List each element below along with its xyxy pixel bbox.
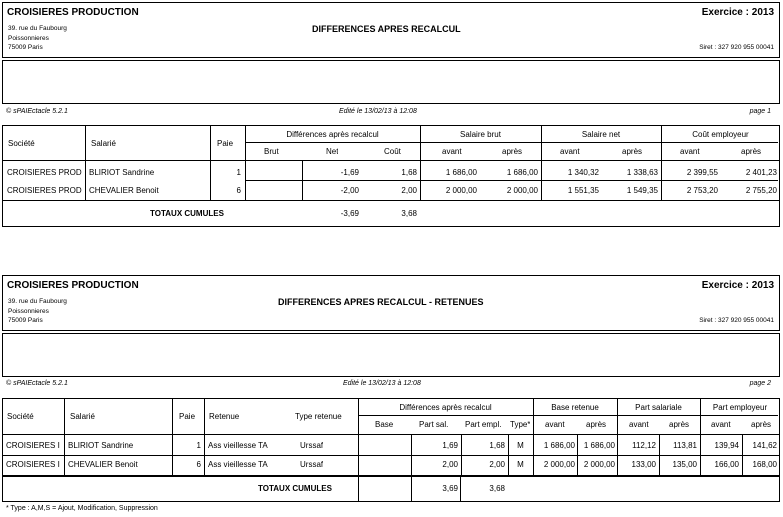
col-salaire-net: Salaire net <box>581 130 621 139</box>
cell-part-sal: 2,00 <box>442 460 458 469</box>
col-base: Base <box>375 420 394 429</box>
col-sn-avant: avant <box>560 147 580 156</box>
cell-societe: CROISIERES PROD <box>7 168 82 177</box>
cell-salarie: BLIRIOT Sandrine <box>68 441 134 450</box>
cell-br-apres: 1 686,00 <box>583 441 615 450</box>
col-salarie: Salarié <box>70 412 95 421</box>
cell-ps-apres: 135,00 <box>672 460 697 469</box>
col-ps-apres: après <box>669 420 690 429</box>
col-part-employeur: Part employeur <box>712 403 768 412</box>
siret: Siret : 327 920 955 00041 <box>699 44 774 51</box>
col-paie: Paie <box>179 412 196 421</box>
cell-paie: 6 <box>236 186 241 195</box>
cell-ce-avant: 2 753,20 <box>686 186 718 195</box>
cell-br-apres: 2 000,00 <box>583 460 615 469</box>
address-line-1: 39. rue du Faubourg <box>8 25 67 32</box>
cell-retenue: Ass vieillesse TA <box>208 460 268 469</box>
totals-part-sal: 3,69 <box>442 484 458 493</box>
cell-cout: 1,68 <box>401 168 417 177</box>
col-part-salariale: Part salariale <box>635 403 682 412</box>
address-line-2: Poissonnieres <box>8 35 49 42</box>
cell-societe: CROISIERES I <box>6 460 60 469</box>
cell-pe-avant: 166,00 <box>714 460 739 469</box>
col-salaire-brut: Salaire brut <box>460 130 501 139</box>
col-pe-avant: avant <box>711 420 731 429</box>
software-version: © sPAIEctacle 5.2.1 <box>6 380 68 387</box>
cell-sn-avant: 1 340,32 <box>567 168 599 177</box>
cell-sb-apres: 2 000,00 <box>506 186 538 195</box>
cell-paie: 1 <box>236 168 241 177</box>
cell-type: M <box>517 441 524 450</box>
page-number: page 1 <box>749 108 771 115</box>
col-sb-apres: après <box>502 147 523 156</box>
cell-part-empl: 2,00 <box>489 460 505 469</box>
col-diff: Différences après recalcul <box>286 130 379 139</box>
cell-type: M <box>517 460 524 469</box>
cell-sb-apres: 1 686,00 <box>506 168 538 177</box>
cell-salarie: CHEVALIER Benoit <box>68 460 138 469</box>
col-ce-avant: avant <box>680 147 700 156</box>
cell-sn-apres: 1 549,35 <box>626 186 658 195</box>
col-type: Type* <box>510 420 531 429</box>
col-societe: Société <box>7 412 34 421</box>
edit-date: Edité le 13/02/13 à 12:08 <box>343 380 421 387</box>
col-brut: Brut <box>264 147 279 156</box>
col-net: Net <box>326 147 339 156</box>
col-retenue: Retenue <box>209 412 240 421</box>
col-ps-avant: avant <box>629 420 649 429</box>
cell-ps-apres: 113,81 <box>673 441 697 450</box>
exercice: Exercice : 2013 <box>701 280 774 291</box>
cell-salarie: BLIRIOT Sandrine <box>89 168 155 177</box>
col-societe: Société <box>8 139 35 148</box>
cell-ce-apres: 2 755,20 <box>745 186 777 195</box>
col-part-sal: Part sal. <box>419 420 449 429</box>
software-version: © sPAIEctacle 5.2.1 <box>6 108 68 115</box>
cell-sn-apres: 1 338,63 <box>626 168 658 177</box>
address-line-2: Poissonnieres <box>8 308 49 315</box>
address-line-1: 39. rue du Faubourg <box>8 298 67 305</box>
col-cout-employeur: Coût employeur <box>692 130 749 139</box>
cell-pe-apres: 141,62 <box>752 441 777 450</box>
col-ce-apres: après <box>741 147 762 156</box>
cell-pe-apres: 168,00 <box>752 460 777 469</box>
cell-ce-apres: 2 401,23 <box>745 168 777 177</box>
cell-type-retenue: Urssaf <box>300 460 324 469</box>
col-paie: Paie <box>217 139 234 148</box>
totals-net: -3,69 <box>340 209 359 218</box>
cell-ps-avant: 112,12 <box>632 441 656 450</box>
totals-label: TOTAUX CUMULES <box>258 484 332 493</box>
cell-type-retenue: Urssaf <box>300 441 324 450</box>
report-title: DIFFERENCES APRES RECALCUL <box>312 24 461 34</box>
blank-panel <box>2 333 780 377</box>
totals-part-empl: 3,68 <box>489 484 505 493</box>
address-line-3: 75009 Paris <box>8 317 43 324</box>
cell-ps-avant: 133,00 <box>631 460 656 469</box>
col-br-avant: avant <box>545 420 565 429</box>
cell-br-avant: 2 000,00 <box>543 460 575 469</box>
col-diff: Différences après recalcul <box>399 403 492 412</box>
footnote: * Type : A,M,S = Ajout, Modification, Suppression <box>6 505 158 512</box>
cell-sb-avant: 2 000,00 <box>445 186 477 195</box>
cell-sn-avant: 1 551,35 <box>567 186 599 195</box>
blank-panel <box>2 60 780 104</box>
col-sn-apres: après <box>622 147 643 156</box>
totals-label: TOTAUX CUMULES <box>150 209 224 218</box>
col-br-apres: après <box>586 420 607 429</box>
col-base-retenue: Base retenue <box>551 403 599 412</box>
cell-part-sal: 1,69 <box>442 441 458 450</box>
totals-cout: 3,68 <box>401 209 417 218</box>
company-name: CROISIERES PRODUCTION <box>7 280 139 291</box>
cell-retenue: Ass vieillesse TA <box>208 441 268 450</box>
col-type-retenue: Type retenue <box>295 412 342 421</box>
cell-pe-avant: 139,94 <box>714 441 739 450</box>
cell-net: -1,69 <box>340 168 359 177</box>
col-salarie: Salarié <box>91 139 116 148</box>
cell-paie: 1 <box>196 441 201 450</box>
cell-part-empl: 1,68 <box>489 441 505 450</box>
cell-cout: 2,00 <box>401 186 417 195</box>
cell-societe: CROISIERES I <box>6 441 60 450</box>
col-part-empl: Part empl. <box>465 420 502 429</box>
company-name: CROISIERES PRODUCTION <box>7 7 139 18</box>
cell-ce-avant: 2 399,55 <box>686 168 718 177</box>
report-title: DIFFERENCES APRES RECALCUL - RETENUES <box>278 297 484 307</box>
cell-salarie: CHEVALIER Benoit <box>89 186 159 195</box>
edit-date: Edité le 13/02/13 à 12:08 <box>339 108 417 115</box>
cell-net: -2,00 <box>340 186 359 195</box>
cell-societe: CROISIERES PROD <box>7 186 82 195</box>
cell-sb-avant: 1 686,00 <box>445 168 477 177</box>
exercice: Exercice : 2013 <box>701 7 774 18</box>
col-pe-apres: après <box>751 420 772 429</box>
cell-br-avant: 1 686,00 <box>543 441 575 450</box>
page-number: page 2 <box>749 380 771 387</box>
col-cout: Coût <box>384 147 401 156</box>
siret: Siret : 327 920 955 00041 <box>699 317 774 324</box>
cell-paie: 6 <box>196 460 201 469</box>
col-sb-avant: avant <box>442 147 462 156</box>
address-line-3: 75009 Paris <box>8 44 43 51</box>
